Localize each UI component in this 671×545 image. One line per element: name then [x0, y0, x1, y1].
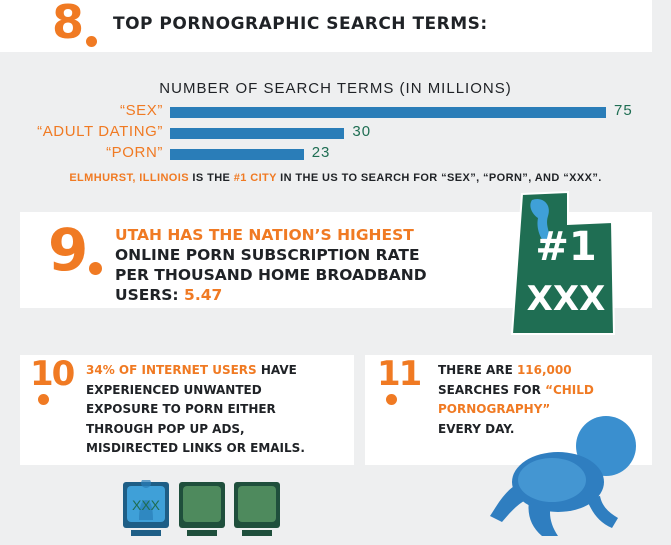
footnote-is-the: IS THE	[188, 172, 234, 184]
bar-value-label: 23	[311, 144, 331, 161]
section-9-line-3: PER THOUSAND HOME BROADBAND	[115, 266, 427, 284]
tv-xxx-label: XXX	[131, 497, 161, 513]
badge-rank: #1	[535, 224, 597, 270]
section-9-number: 9	[48, 216, 89, 284]
section-9-dot	[89, 262, 102, 275]
chart-footnote	[0, 172, 671, 184]
section-9-line-2: ONLINE PORN SUBSCRIPTION RATE	[115, 246, 420, 264]
bar-label: “PORN”	[106, 144, 163, 161]
section-10-line-2: EXPERIENCED UNWANTED	[86, 382, 262, 397]
section-10-line-3: EXPOSURE TO PORN EITHER	[86, 402, 276, 416]
section-9-line-1: UTAH HAS THE NATION’S HIGHEST	[115, 226, 414, 244]
section-10-highlight: 34% OF INTERNET USERS	[86, 363, 257, 377]
tv-icon	[232, 480, 282, 542]
utah-badge	[508, 188, 620, 340]
child-quote-1: “CHILD	[545, 382, 594, 397]
section-8-title: TOP PORNOGRAPHIC SEARCH TERMS:	[113, 14, 488, 34]
section-11-number: 11	[377, 354, 421, 394]
footnote-rest: IN THE US TO SEARCH FOR “SEX”, “PORN”, AND “XXX”.	[276, 172, 602, 184]
section-10-dot	[38, 394, 49, 405]
utah-rate-value: 5.47	[184, 286, 223, 304]
bar-value-label: 75	[614, 102, 633, 119]
bar	[170, 149, 304, 160]
bar	[170, 128, 344, 139]
section-8-number: 8	[52, 0, 85, 49]
section-11-line-4: EVERY DAY.	[438, 421, 515, 436]
tv-icon	[177, 480, 227, 542]
footnote-rank: #1 CITY	[233, 172, 277, 184]
search-count: 116,000	[516, 363, 572, 377]
bar-label: “SEX”	[119, 102, 163, 119]
section-8-dot	[86, 36, 97, 47]
section-11-dot	[386, 394, 397, 405]
section-10-text	[86, 361, 305, 459]
section-9-line-4: USERS:	[115, 286, 185, 304]
bar-label: “ADULT DATING”	[37, 123, 163, 140]
section-11-line-1: THERE ARE	[438, 363, 517, 377]
bar-value-label: 30	[352, 123, 372, 140]
section-10-line-5: MISDIRECTED LINKS OR EMAILS.	[86, 441, 305, 455]
section-11-line-2: SEARCHES FOR	[438, 382, 546, 397]
badge-xxx: XXX	[526, 279, 606, 319]
section-10-number: 10	[30, 354, 74, 394]
child-quote-2: PORNOGRAPHY”	[438, 402, 551, 416]
section-10-line-1-rest: HAVE	[256, 363, 297, 377]
bar	[170, 107, 606, 118]
footnote-city: ELMHURST, ILLINOIS	[69, 172, 189, 184]
section-9-text	[115, 225, 427, 305]
crawling-baby-icon	[486, 412, 656, 542]
chart-title: NUMBER OF SEARCH TERMS (IN MILLIONS)	[159, 80, 512, 97]
tv-icon	[121, 480, 171, 542]
section-10-line-4: THROUGH POP UP ADS,	[86, 421, 245, 436]
